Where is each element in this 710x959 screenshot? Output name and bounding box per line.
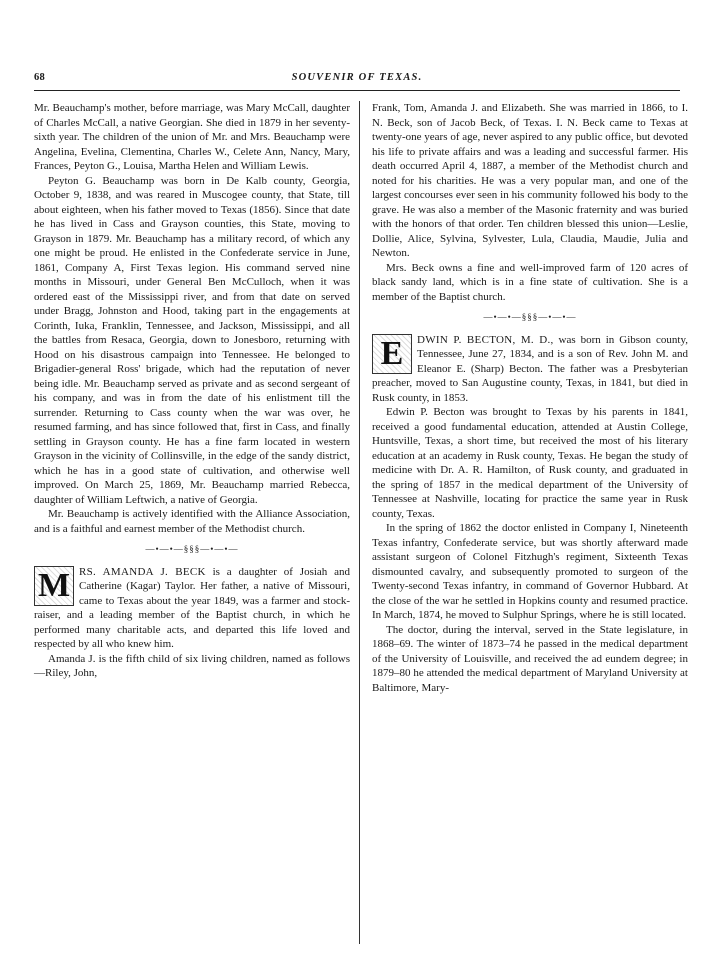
paragraph: Amanda J. is the fifth child of six living children, named as follows—Riley, John, [34, 652, 350, 679]
biography-beck [34, 565, 350, 652]
paragraph: Mr. Beauchamp is actively identified with the Alliance Association, and is a faithful and earnest member of the Methodist church. [34, 508, 350, 535]
paragraph: Mrs. Beck owns a fine and well-improved farm of 120 acres of black sandy land, which is in a fine state of cultivation. She is a member of the Baptist church. [372, 261, 688, 303]
biography-becton [372, 333, 688, 406]
drop-cap: M [34, 566, 74, 606]
left-column [34, 101, 350, 681]
ornamental-divider: —•—•—§§§—•—•— [145, 544, 239, 554]
column-divider [359, 101, 360, 944]
running-title: SOUVENIR OF TEXAS. [291, 72, 423, 83]
biography-text: is a daughter of Josiah and Catherine (Kagar) Taylor. Her father, a native of Missouri, came to Texas about the year 1849, was a farmer and stock-raiser, and a leading member of the Baptist church, in which he performed many charitable acts, and departed this life loved and respected by all who knew him. [34, 565, 351, 650]
drop-cap: E [372, 334, 412, 374]
right-column [372, 101, 688, 695]
biography-lead: DWIN P. BECTON, M. D., [417, 333, 554, 346]
biography-lead: RS. AMANDA J. BECK [79, 565, 206, 578]
paragraph: The doctor, during the interval, served in the State legislature, in 1868–69. The winter of 1873–74 he passed in the medical department of the University of Louisville, and received the ad eundem degree; in 1879–80 he attended the medical department of Maryland University at Baltimore, Mary- [372, 623, 688, 694]
paragraph: Peyton G. Beauchamp was born in De Kalb county, Georgia, October 9, 1838, and was reared in Muscogee county, that State, till about eighteen, when his father moved to Texas (1856). Since that date he has lived in Cass and Grayson counties, this State, moving to Grayson in 1879. Mr. Beauchamp has a military record, of which any one might be proud. He enlisted in the Confederate service in June, 1861, Company A, First Texas legion. His command served nine months in Missouri, under General Ben McCulloch, when it was ordered east of the Mississippi river, and from that date on served under Bragg, Johnston and Hood, taking part in the engagements at Corinth, Iuka, Franklin, Tennessee, and Jackson, Mississippi, and all the battles from Resaca, Georgia, down to Jonesboro, returning with Hood on his disastrous campaign into Tennessee. He belonged to Brigadier-general Ross' brigade, which had the reputation of never being idle. Mr. Beauchamp served as private and as second sergeant of his company, and was in from the date of his enlistment till the surrender. Returning to Cass county when the war was over, he resumed farming, and has since followed that, first in Cass, and finally settling in Grayson county. He has a fine farm located in western Grayson in the vicinity of Collinsville, in the edge of the sandy district, which he has in a good state of cultivation, and otherwise well improved. On March 25, 1869, Mr. Beauchamp married Rebecca, daughter of William Leftwich, a native of Georgia. [34, 174, 350, 506]
ornamental-divider: —•—•—§§§—•—•— [483, 312, 577, 322]
header-rule [34, 90, 680, 91]
paragraph: Mr. Beauchamp's mother, before marriage, was Mary McCall, daughter of Charles McCall, a native Georgian. She died in 1879 in her seventy-sixth year. The children of the union of Mr. and Mrs. Beauchamp were Angelina, Evelina, Clementina, Charles W., Celete Ann, Nancy, Mary, Frances, Peyton G., Louisa, Martha Helen and William Lewis. [34, 102, 350, 172]
paragraph: In the spring of 1862 the doctor enlisted in Company I, Nineteenth Texas infantry, Confederate service, but was shortly afterward made assistant surgeon of Colonel Fitzhugh's regiment, Sixteenth Texas dismounted cavalry, and subsequently promoted to surgeon of the Twenty-second Texas infantry, in command of Governor Hubbard. At the close of the war he settled in Hopkins county and resumed practice. In March, 1874, he moved to Sulphur Springs, where he is still located. [372, 522, 688, 621]
biography-text: was born in Gibson county, Tennessee, June 27, 1834, and is a son of Rev. John M. and Eleanor E. (Sharp) Becton. The father was a Presbyterian preacher, moved to San Augustine county, Texas, in 1841, but died in Rusk county, in 1853. [372, 333, 688, 404]
page-number: 68 [34, 72, 46, 83]
paragraph: Frank, Tom, Amanda J. and Elizabeth. She was married in 1866, to I. N. Beck, son of Jacob Beck, of Texas. I. N. Beck came to Texas at twenty-one years of age, never aspired to any public office, but devoted his life to private affairs and was a leading and successful farmer. His death occurred April 4, 1887, a member of the Methodist church and noted for his charities. He was a very popular man, and one of the largest concourses ever seen in his community followed his body to the grave. He was also a member of the Masonic fraternity and was buried with the honors of that order. Ten children blessed this union—Leslie, Dollie, Alice, Sylvina, Sylvester, Lula, Claudia, Maudie, Julia and Newton. [372, 102, 688, 259]
page-header [34, 72, 680, 88]
paragraph: Edwin P. Becton was brought to Texas by his parents in 1841, received a good fundamental education, attended at Austin College, Huntsville, Texas, a short time, but received the most of his literary education at an academy in Rusk county, Texas. He began the study of medicine with Dr. A. R. Hamilton, of Rusk county, and graduated in the spring of 1857 in the medical department of the University of Tennessee at Nashville, locating for practice the same year in Rusk county, Texas. [372, 406, 688, 520]
